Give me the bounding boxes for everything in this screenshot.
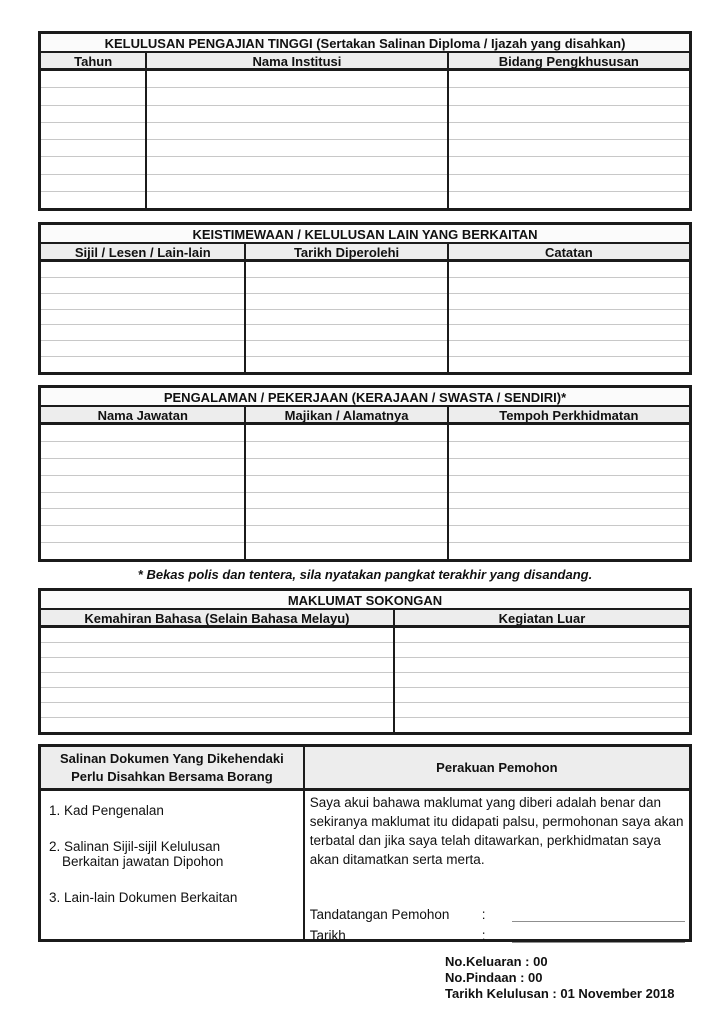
blank-row [449,509,689,526]
revision-footer [445,954,692,1002]
column-header-tarikh-diperolehi: Tarikh Diperolehi [244,244,446,259]
blank-row [449,175,689,192]
blank-row [246,357,446,372]
document-item-3-text: 3. Lain-lain Dokumen Berkaitan [49,890,238,905]
other-qualifications-section-title: KEISTIMEWAAN / KELULUSAN LAIN YANG BERKAITAN [41,225,689,244]
other-qualifications-col-tarikh [244,262,446,372]
blank-row [147,140,446,157]
blank-row [246,459,446,476]
column-header-nama-institusi: Nama Institusi [145,53,446,68]
blank-row [41,262,244,278]
column-header-catatan: Catatan [447,244,689,259]
document-item-1-text: 1. Kad Pengenalan [49,803,164,818]
experience-footnote: * Bekas polis dan tentera, sila nyatakan pangkat terakhir yang disandang. [137,567,593,582]
documents-header-line2: Perlu Disahkan Bersama Borang [71,768,273,784]
support-info-header-row [41,610,689,628]
blank-row [41,123,145,140]
blank-row [41,543,244,559]
blank-row [41,643,393,658]
blank-row [246,341,446,357]
blank-row [41,425,244,442]
other-qualifications-col-sijil [41,262,244,372]
blank-row [41,442,244,459]
documents-header-line1: Salinan Dokumen Yang Dikehendaki [60,750,284,766]
other-qualifications-col-catatan [447,262,689,372]
blank-row [395,628,689,643]
support-info-col-bahasa [41,628,393,732]
documents-declaration-header [41,747,689,791]
blank-row [246,543,446,559]
blank-row [449,476,689,493]
blank-row [246,476,446,493]
document-item-2 [49,839,299,869]
experience-col-jawatan [41,425,244,559]
blank-row [147,192,446,208]
blank-row [41,357,244,372]
documents-declaration-table [38,744,692,942]
column-header-majikan: Majikan / Alamatnya [244,407,446,422]
blank-row [41,325,244,341]
blank-row [449,325,689,341]
blank-row [41,278,244,294]
document-item-2-text: 2. Salinan Sijil-sijil Kelulusan [49,839,221,854]
blank-row [41,88,145,105]
blank-row [449,526,689,543]
footer-approval-date: Tarikh Kelulusan : 01 November 2018 [445,986,675,1001]
blank-row [41,703,393,718]
blank-row [449,442,689,459]
blank-row [449,459,689,476]
education-table-body [41,71,689,208]
date-label: Tarikh [309,928,346,943]
blank-row [449,262,689,278]
blank-row [246,509,446,526]
education-section-title: KELULUSAN PENGAJIAN TINGGI (Sertakan Salinan Diploma / Ijazah yang disahkan) [41,34,689,53]
blank-row [449,106,689,123]
blank-row [449,140,689,157]
date-line [512,926,685,943]
blank-row [147,106,446,123]
blank-row [246,294,446,310]
blank-row [147,157,446,174]
education-col-nama-institusi [145,71,446,208]
blank-row [41,673,393,688]
date-colon: : [481,928,486,943]
blank-row [41,509,244,526]
blank-row [246,493,446,510]
signature-row [310,901,685,922]
column-header-tempoh: Tempoh Perkhidmatan [447,407,689,422]
document-item-1 [49,803,299,818]
blank-row [41,526,244,543]
support-info-table-body [41,628,689,732]
documents-declaration-body [41,791,689,943]
documents-list [41,791,305,939]
blank-row [147,175,446,192]
declaration-text: Saya akui bahawa maklumat yang diberi adalah benar dan sekiranya maklumat itu didapati palsu, permohonan saya akan terbatal dan jika saya telah ditawarkan, perkhidmatan saya akan ditamatkan serta merta. [309,795,684,867]
blank-row [449,157,689,174]
blank-row [41,140,145,157]
blank-row [41,294,244,310]
declaration-header: Perakuan Pemohon [436,760,558,775]
education-table [38,31,692,211]
footer-amendment-number: No.Pindaan : 00 [445,970,543,985]
blank-row [449,425,689,442]
other-qualifications-table [38,222,692,375]
education-col-bidang [447,71,689,208]
experience-col-tempoh [447,425,689,559]
support-info-table [38,588,692,735]
signature-line [512,905,685,922]
blank-row [41,688,393,703]
blank-row [41,71,145,88]
footer-issue-number: No.Keluaran : 00 [445,954,548,969]
blank-row [449,192,689,208]
other-qualifications-header-row [41,244,689,262]
blank-row [246,526,446,543]
column-header-kegiatan-luar: Kegiatan Luar [393,610,689,625]
blank-row [246,262,446,278]
blank-row [395,703,689,718]
blank-row [449,88,689,105]
blank-row [246,442,446,459]
blank-row [41,310,244,326]
blank-row [449,71,689,88]
blank-row [395,658,689,673]
blank-row [449,278,689,294]
experience-table [38,385,692,562]
blank-row [41,493,244,510]
column-header-nama-jawatan: Nama Jawatan [97,408,188,422]
blank-row [41,175,145,192]
column-header-sijil-lesen: Sijil / Lesen / Lain-lain [74,245,211,259]
support-info-col-kegiatan [393,628,689,732]
blank-row [147,71,446,88]
documents-header [41,747,305,788]
signature-block [310,901,685,943]
blank-row [449,310,689,326]
education-col-tahun [41,71,145,208]
blank-row [41,476,244,493]
date-row [310,922,685,943]
blank-row [449,357,689,372]
experience-table-body [41,425,689,559]
support-info-section-title: MAKLUMAT SOKONGAN [41,591,689,610]
blank-row [395,718,689,732]
blank-row [449,493,689,510]
blank-row [246,325,446,341]
blank-row [246,310,446,326]
blank-row [147,123,446,140]
blank-row [41,106,145,123]
document-item-3 [49,890,299,905]
education-header-row [41,53,689,71]
column-header-bidang-pengkhususan: Bidang Pengkhususan [447,53,689,68]
blank-row [147,88,446,105]
experience-col-majikan [244,425,446,559]
blank-row [395,673,689,688]
experience-section-title: PENGALAMAN / PEKERJAAN (KERAJAAN / SWASTA / SENDIRI)* [41,388,689,407]
signature-colon: : [481,907,486,922]
blank-row [41,157,145,174]
blank-row [449,294,689,310]
declaration-panel [305,791,689,943]
document-item-2-text-line2: Berkaitan jawatan Dipohon [62,854,224,869]
experience-header-row [41,407,689,425]
blank-row [41,341,244,357]
blank-row [246,425,446,442]
blank-row [395,643,689,658]
blank-row [41,628,393,643]
blank-row [449,543,689,559]
blank-row [395,688,689,703]
blank-row [246,278,446,294]
blank-row [41,718,393,732]
blank-row [41,459,244,476]
signature-label: Tandatangan Pemohon [309,907,450,922]
blank-row [41,658,393,673]
blank-row [449,123,689,140]
other-qualifications-table-body [41,262,689,372]
blank-row [41,192,145,208]
blank-row [449,341,689,357]
column-header-tahun: Tahun [74,54,113,68]
column-header-kemahiran-bahasa: Kemahiran Bahasa (Selain Bahasa Melayu) [84,611,350,625]
